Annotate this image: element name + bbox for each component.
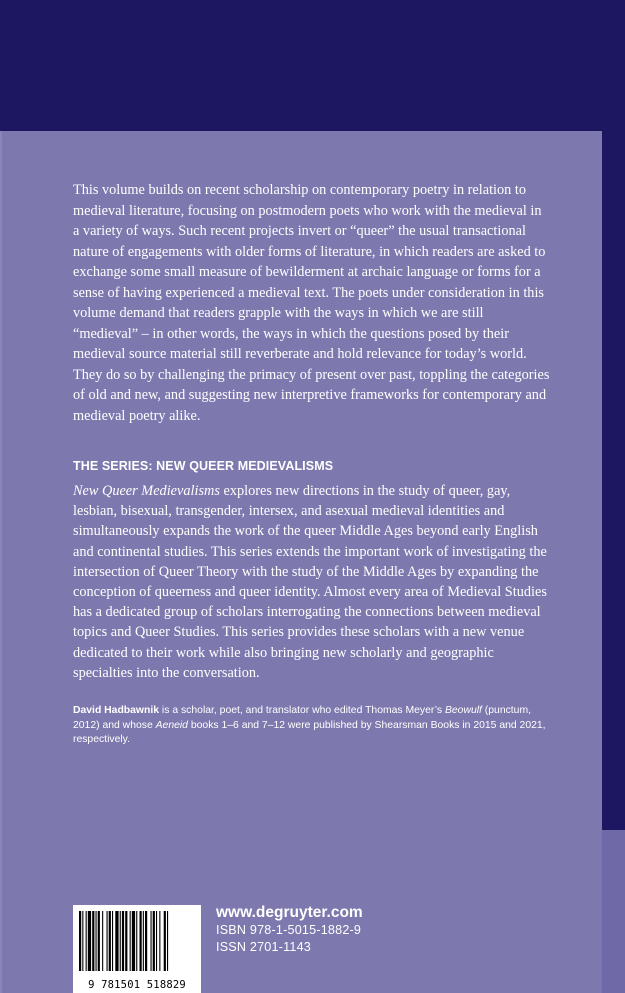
barcode-bar <box>132 911 135 971</box>
barcode-bar <box>122 911 124 971</box>
series-heading: THE SERIES: NEW QUEER MEDIEVALISMS <box>73 459 334 473</box>
author-name: David Hadbawnik <box>73 705 160 716</box>
barcode-bar <box>151 911 152 971</box>
work-title-aeneid: Aeneid <box>155 719 188 731</box>
author-bio: David Hadbawnik is a scholar, poet, and translator who edited Thomas Meyer’s Beowulf (punctum, 2012) and whose Aeneid books 1–6 and 7–12 were published by Shearsman Books in 2015 and 2021, respectively. <box>73 705 546 746</box>
publisher-info <box>216 903 363 956</box>
isbn-number: ISBN 978-1-5015-1882-9 <box>216 923 362 937</box>
barcode-bar <box>92 911 94 971</box>
series-description <box>73 481 551 683</box>
barcode-bar <box>82 911 83 971</box>
series-title: New Queer Medievalisms <box>73 483 220 499</box>
barcode-bar <box>79 911 81 971</box>
barcode-bar <box>136 911 137 971</box>
barcode-bar <box>107 911 108 971</box>
barcode-bar <box>130 911 131 971</box>
isbn-barcode <box>73 905 201 993</box>
barcode-bar <box>86 911 87 971</box>
barcode-bar <box>125 911 127 971</box>
barcode-bar <box>145 911 147 971</box>
barcode-digits: 9 781501 518829 <box>88 979 186 991</box>
book-description: This volume builds on recent scholarship on contemporary poetry in relation to medieval literature, focusing on postmodern poets who work with the medieval in a variety of ways. Such recent projects invert or “queer” the usual transactional nature of engagements with older forms of literature, in which readers are asked to exchange some small measure of bewilderment at archaic language or forms for a sense of having experienced a medieval text. The poets under consideration in this volume demand that readers grapple with the ways in which we are still “medieval” – in other words, the ways in which the questions posed by their medieval source material still reverberate and hold relevance for today’s world. They do so by challenging the primacy of present over past, toppling the categories of old and new, and suggesting new interpretive frameworks for contemporary and medieval poetry alike. <box>73 182 550 424</box>
issn-number: ISSN 2701-1143 <box>216 940 311 954</box>
barcode-bar <box>112 911 113 971</box>
barcode-bar <box>120 911 121 971</box>
barcode-bar <box>159 911 160 971</box>
barcode-bar <box>143 911 144 971</box>
barcode-bar <box>88 911 91 971</box>
spine-edge <box>602 830 625 993</box>
barcode-bar <box>140 911 142 971</box>
barcode-bar <box>96 911 97 971</box>
barcode-bars <box>79 911 195 971</box>
barcode-bar <box>164 911 166 971</box>
barcode-bar <box>109 911 111 971</box>
work-title-beowulf: Beowulf <box>444 705 482 716</box>
publisher-url[interactable]: www.degruyter.com <box>216 904 363 921</box>
barcode-bar <box>115 911 118 971</box>
barcode-bar <box>98 911 100 971</box>
barcode-bar <box>102 911 103 971</box>
barcode-bar <box>153 911 155 971</box>
barcode-bar <box>156 911 157 971</box>
barcode-bar <box>167 911 168 971</box>
series-body-text: explores new directions in the study of queer, gay, lesbian, bisexual, transgender, intersex, and asexual medieval identities and simultaneously expands the work of the queer Middle Ages beyond early English and continental studies. This series extends the important work of investigating the intersection of Queer Theory with the study of the Middle Ages by expanding the conception of queerness and queer identity. Almost every area of Medieval Studies has a dedicated group of scholars interrogating the connections between medieval topics and Queer Studies. This series provides these scholars with a new venue dedicated to their work while also bringing new scholarly and geographic specialties into the conversation. <box>73 483 547 681</box>
